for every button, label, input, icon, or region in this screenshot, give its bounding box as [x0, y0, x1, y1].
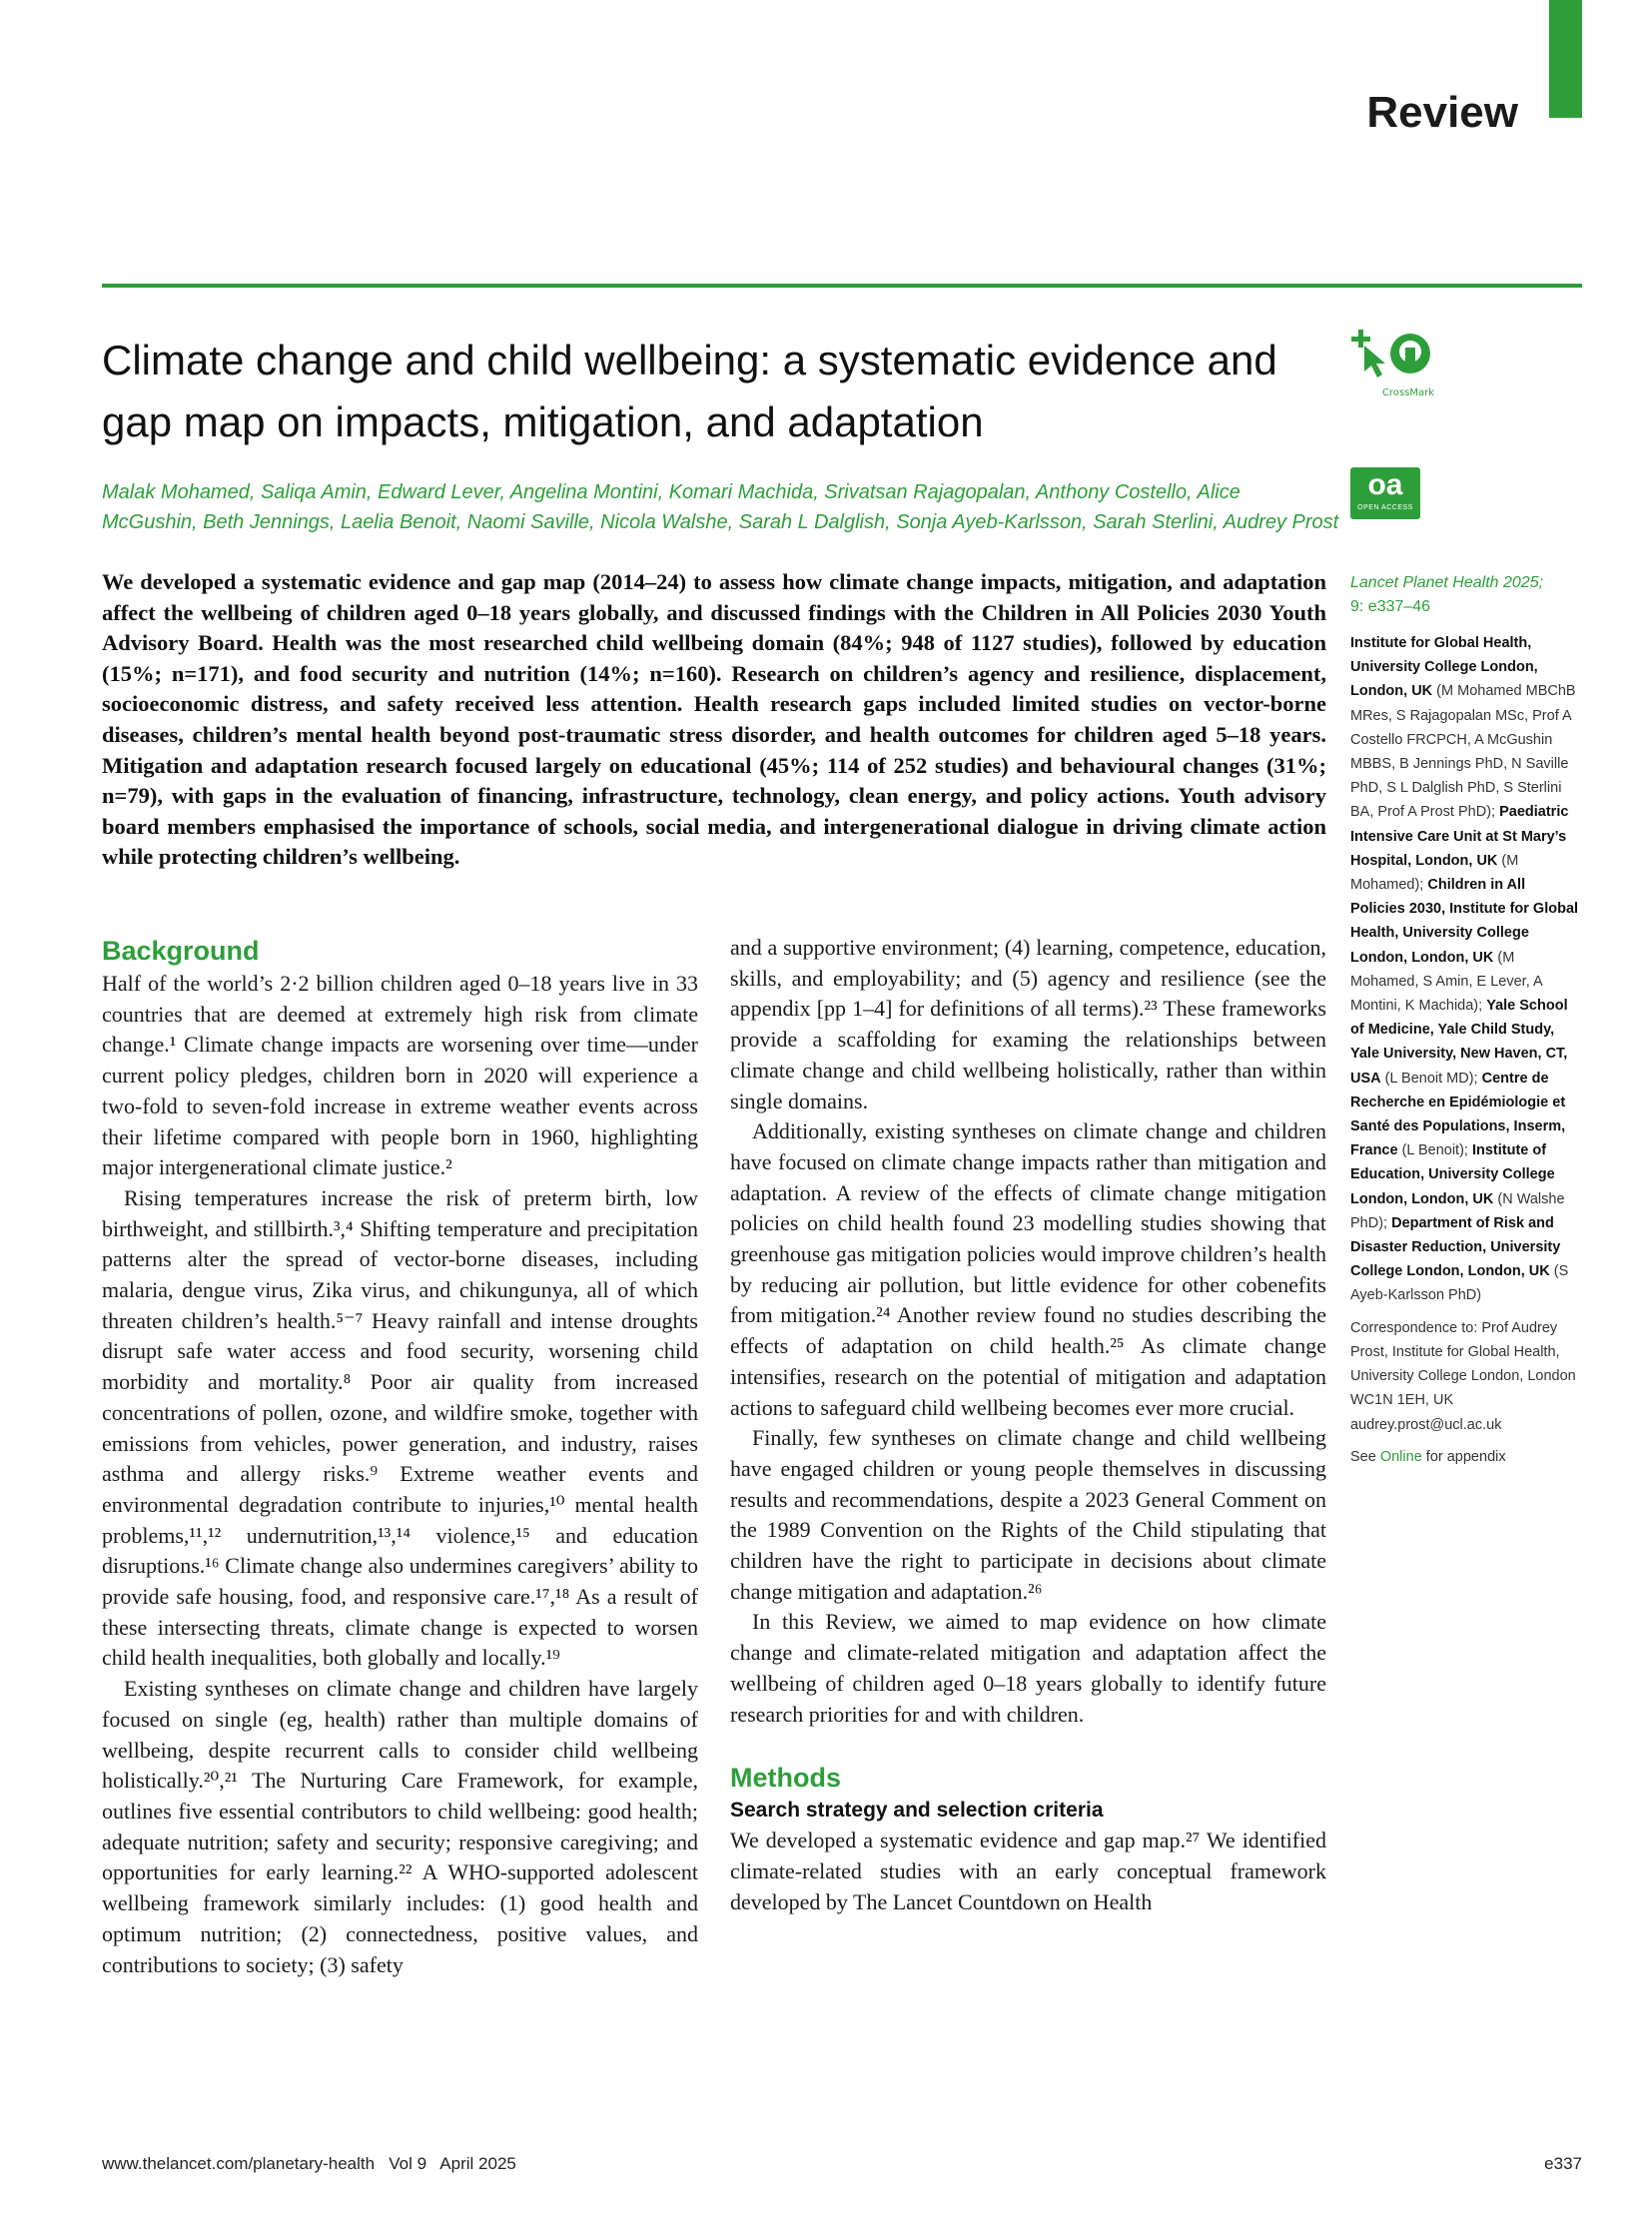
methods-subheading: Search strategy and selection criteria: [730, 1799, 1104, 1823]
affiliation-institution: Institute for Global Health, University College London, London, UK: [1350, 635, 1538, 700]
affiliation-authors: (M Mohamed MBChB MRes, S Rajagopalan MSc, Prof A Costello FRCPCH, A McGushin MBBS, B Jennings PhD, N Saville PhD, S L Dalglish PhD, S Sterlini BA, Prof A Prost PhD);: [1350, 683, 1576, 821]
affiliation-institution: Centre de Recherche en Epidémiologie et Santé des Populations, Inserm, France: [1350, 1070, 1566, 1159]
affiliation-institution: Institute of Education, University College London, London, UK: [1350, 1142, 1555, 1207]
journal-citation: Lancet Planet Health 2025; 9: e337–46: [1350, 574, 1544, 615]
paragraph: In this Review, we aimed to map evidence on how climate change and climate-related mitigation and adaptation affect the wellbeing of children aged 0–18 years globally to identify future research priorities for and with children.: [730, 1609, 1326, 1727]
sidebar: [1350, 571, 1582, 1469]
header-rule: [102, 284, 1582, 288]
journal-url[interactable]: www.thelancet.com/planetary-health Vol 9 April 2025: [102, 2154, 516, 2173]
affiliation-authors: (M Mohamed);: [1350, 852, 1519, 894]
affiliation-institution: Yale School of Medicine, Yale Child Study, Yale University, New Haven, CT, USA: [1350, 998, 1568, 1087]
affiliation-authors: (M Mohamed, S Amin, E Lever, A Montini, K Machida);: [1350, 949, 1542, 1015]
affiliation-institution: Department of Risk and Disaster Reduction, University College London, London, UK: [1350, 1214, 1561, 1280]
affiliation-authors: (N Walshe PhD);: [1350, 1190, 1565, 1231]
crossmark-icon[interactable]: [1350, 326, 1440, 405]
paragraph: Finally, few syntheses on climate change and child wellbeing have engaged children or young people themselves in discussing results and recommendations, despite a 2023 General Comment on the 1989 Convention on the Rights of the Child stipulating that children have the right to participate in decisions about climate change mitigation and adaptation.²⁶: [730, 1425, 1326, 1604]
correspondence: Correspondence to: Prof Audrey Prost, Institute for Global Health, University College London, London WC1N 1EH, UK: [1350, 1319, 1576, 1409]
affiliation-authors: (L Benoit MD);: [1380, 1070, 1482, 1087]
paragraph: Rising temperatures increase the risk of preterm birth, low birthweight, and stillbirth.³,⁴ Shifting temperature and precipitation patterns alter the spread of vector-borne diseases, including malaria, dengue virus, Zika virus, and chikungunya, all of which threaten children’s health.⁵⁻⁷ Heavy rainfall and intense droughts disrupt safe water access and food security, worsening child morbidity and mortality.⁸ Poor air quality from increased concentrations of pollen, ozone, and wildfire smoke, together with emissions from vehicles, power generation, and industry, raises asthma and allergy risks.⁹ Extreme weather events and environmental degradation contribute to injuries,¹⁰ mental health problems,¹¹,¹² undernutrition,¹³,¹⁴ violence,¹⁵ and education disruptions.¹⁶ Climate change also undermines caregivers’ ability to provide safe housing, food, and responsive care.¹⁷,¹⁸ As a result of these intersecting threats, climate change is expected to worsen child health inequalities, both globally and locally.¹⁹: [102, 1184, 698, 1671]
left-column: [102, 933, 698, 1980]
page-footer: [102, 2154, 1582, 2174]
paragraph: Existing syntheses on climate change and children have largely focused on single (eg, health) rather than multiple domains of wellbeing, despite recurrent calls to consider child wellbeing holistically.²⁰,²¹ The Nurturing Care Framework, for example, outlines five essential contributors to child wellbeing: good health; adequate nutrition; safety and security; responsive caregiving; and opportunities for early learning.²² A WHO-supported adolescent wellbeing framework similarly includes: (1) good health and optimum nutrition; (2) connectedness, positive values, and contributions to society; (3) safety: [102, 1676, 698, 1977]
affiliation-authors: (L Benoit);: [1397, 1142, 1472, 1159]
affiliations: [1350, 631, 1582, 1308]
section-label: Review: [1366, 88, 1518, 137]
abstract: We developed a systematic evidence and gap map (2014–24) to assess how climate change impacts, mitigation, and adaptation affect the wellbeing of children aged 0–18 years globally, and discussed findings with the Children in All Policies 2030 Youth Advisory Board. Health was the most researched child wellbeing domain (84%; 948 of 1127 studies), followed by education (15%; n=171), and food security and nutrition (14%; n=160). Research on children’s agency and resilience, displacement, socioeconomic distress, and safety received less attention. Health research gaps included limited studies on vector-borne diseases, children’s mental health beyond post-traumatic stress disorder, and health outcomes for children aged 5–18 years. Mitigation and adaptation research focused largely on educational (45%; 114 of 252 studies) and behavioural changes (31%; n=79), with gaps in the evaluation of financing, infrastructure, technology, clean energy, and policy actions. Youth advisory board members emphasised the importance of schools, social media, and intergenerational dialogue in driving climate action while protecting children’s wellbeing.: [102, 569, 1326, 870]
affiliation-institution: Paediatric Intensive Care Unit at St Mary’s Hospital, London, UK: [1350, 804, 1569, 869]
right-column: [730, 933, 1326, 1917]
correspondence-email[interactable]: audrey.prost@ucl.ac.uk: [1350, 1416, 1502, 1433]
open-access-badge: oa OPEN ACCESS: [1350, 467, 1420, 519]
affiliation-authors: (S Ayeb-Karlsson PhD): [1350, 1263, 1569, 1304]
author-list: Malak Mohamed, Saliqa Amin, Edward Lever, Angelina Montini, Komari Machida, Srivatsan Rajagopalan, Anthony Costello, Alice McGushin, Beth Jennings, Laelia Benoit, Naomi Saville, Nicola Walshe, Sarah L Dalglish, Sonja Ayeb-Karlsson, Sarah Sterlini, Audrey Prost: [102, 481, 1339, 533]
methods-heading: Methods: [730, 1763, 841, 1794]
paragraph: We developed a systematic evidence and gap map.²⁷ We identified climate-related studies with an early conceptual framework developed by The Lancet Countdown on Health: [730, 1828, 1326, 1914]
article-title: Climate change and child wellbeing: a systematic evidence and gap map on impacts, mitigation, and adaptation: [102, 337, 1277, 445]
section-color-tab: [1549, 0, 1582, 118]
page-number: e337: [1544, 2154, 1582, 2173]
paragraph: Additionally, existing syntheses on climate change and children have focused on climate change impacts rather than mitigation and adaptation. A review of the effects of climate change mitigation policies on child health found 23 modelling studies showing that greenhouse gas mitigation policies would improve children’s health by reducing air pollution, but little evidence for other cobenefits from mitigation.²⁴ Another review found no studies describing the effects of adaptation on child health.²⁵ As climate change intensifies, research on the potential of mitigation and adaptation actions to safeguard child wellbeing becomes ever more crucial.: [730, 1118, 1326, 1420]
online-link[interactable]: Online: [1379, 1448, 1422, 1465]
crossmark-label: CrossMark: [1381, 387, 1435, 398]
background-heading: Background: [102, 936, 260, 966]
paragraph: Half of the world’s 2·2 billion children aged 0–18 years live in 33 countries that are deemed at extremely high risk from climate change.¹ Climate change impacts are worsening over time—under current policy pledges, children born in 2020 will experience a two-fold to seven-fold increase in extreme weather events across their lifetime compared with people born in 1960, highlighting major intergenerational climate justice.²: [102, 971, 698, 1180]
appendix-note: See Online for appendix: [1350, 1448, 1506, 1465]
affiliation-institution: Children in All Policies 2030, Institute for Global Health, University College London, London, UK: [1350, 877, 1579, 966]
paragraph: and a supportive environment; (4) learning, competence, education, skills, and employability; and (5) agency and resilience (see the appendix [pp 1–4] for definitions of all terms).²³ These frameworks provide a scaffolding for examing the relationships between climate change and child wellbeing holistically, rather than within single domains.: [730, 935, 1326, 1113]
